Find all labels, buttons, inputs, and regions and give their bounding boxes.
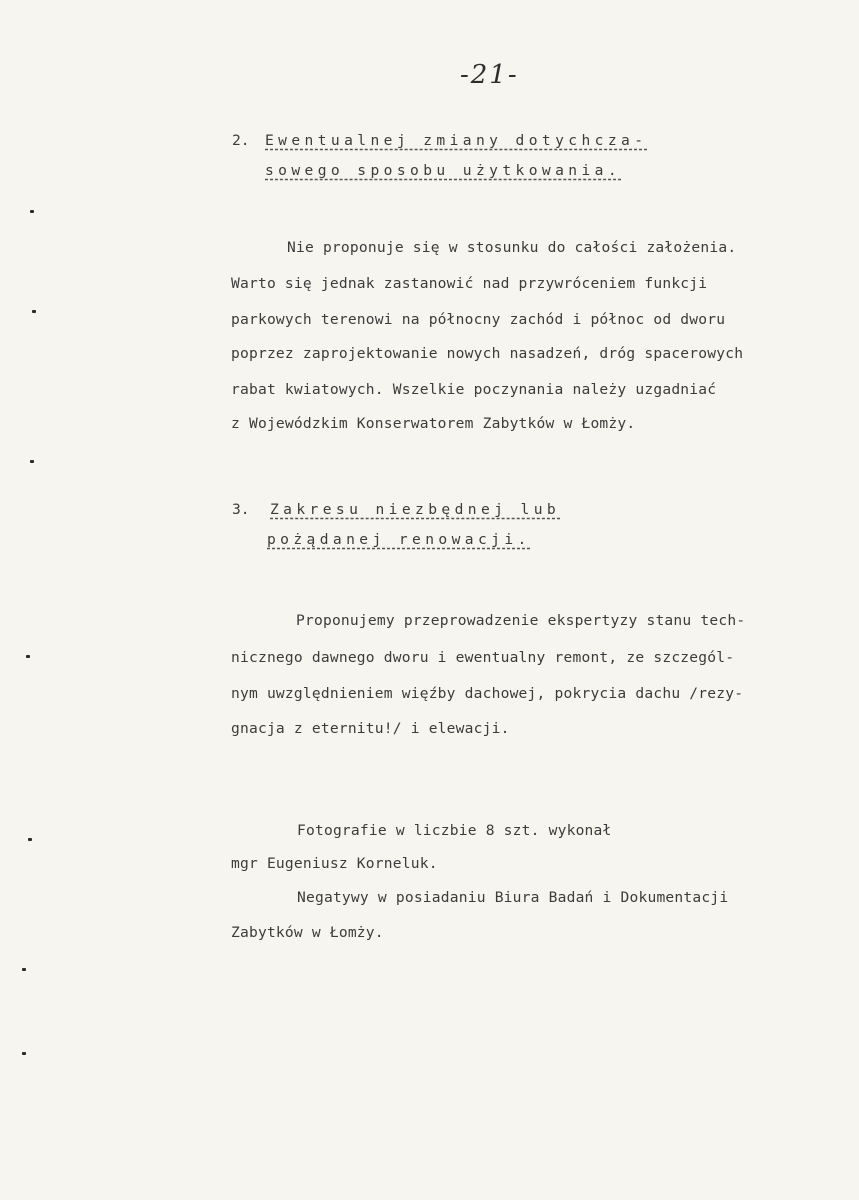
section2-number: 2. xyxy=(232,132,250,149)
photo-note-line: Fotografie w liczbie 8 szt. wykonał xyxy=(297,822,612,839)
paragraph1-line: parkowych terenowi na północny zachód i północ od dworu xyxy=(231,311,726,328)
paragraph2-line: nicznego dawnego dworu i ewentualny remont, ze szczegól- xyxy=(231,649,735,666)
page-number: -21- xyxy=(460,60,519,90)
margin-speck xyxy=(30,460,34,463)
margin-speck xyxy=(30,210,34,213)
paragraph2-line: nym uwzględnieniem więźby dachowej, pokrycia dachu /rezy- xyxy=(231,685,744,702)
photo-note-line: Negatywy w posiadaniu Biura Badań i Dokumentacji xyxy=(297,889,729,906)
photo-note-line: Zabytków w Łomży. xyxy=(231,924,384,941)
paragraph1-line: z Wojewódzkim Konserwatorem Zabytków w Łomży. xyxy=(231,415,636,432)
paragraph2-line: gnacja z eternitu!/ i elewacji. xyxy=(231,720,510,737)
paragraph2-line: Proponujemy przeprowadzenie ekspertyzy stanu tech- xyxy=(296,612,746,629)
section3-heading-line1: Zakresu niezbędnej lub xyxy=(270,501,561,518)
paragraph1-line: rabat kwiatowych. Wszelkie poczynania należy uzgadniać xyxy=(231,381,717,398)
paragraph1-line: Nie proponuje się w stosunku do całości założenia. xyxy=(287,239,737,256)
margin-speck xyxy=(22,968,26,971)
margin-speck xyxy=(22,1052,26,1055)
paragraph1-line: Warto się jednak zastanowić nad przywróceniem funkcji xyxy=(231,275,708,292)
section2-heading-line1: Ewentualnej zmiany dotychcza- xyxy=(265,132,648,149)
paragraph1-line: poprzez zaprojektowanie nowych nasadzeń, dróg spacerowych xyxy=(231,345,744,362)
section3-number: 3. xyxy=(232,501,250,518)
margin-speck xyxy=(32,310,36,313)
section3-heading-line2: pożądanej renowacji. xyxy=(267,531,531,548)
photo-note-line: mgr Eugeniusz Korneluk. xyxy=(231,855,438,872)
margin-speck xyxy=(26,655,30,658)
section2-heading-line2: sowego sposobu użytkowania. xyxy=(265,162,622,179)
margin-speck xyxy=(28,838,32,841)
